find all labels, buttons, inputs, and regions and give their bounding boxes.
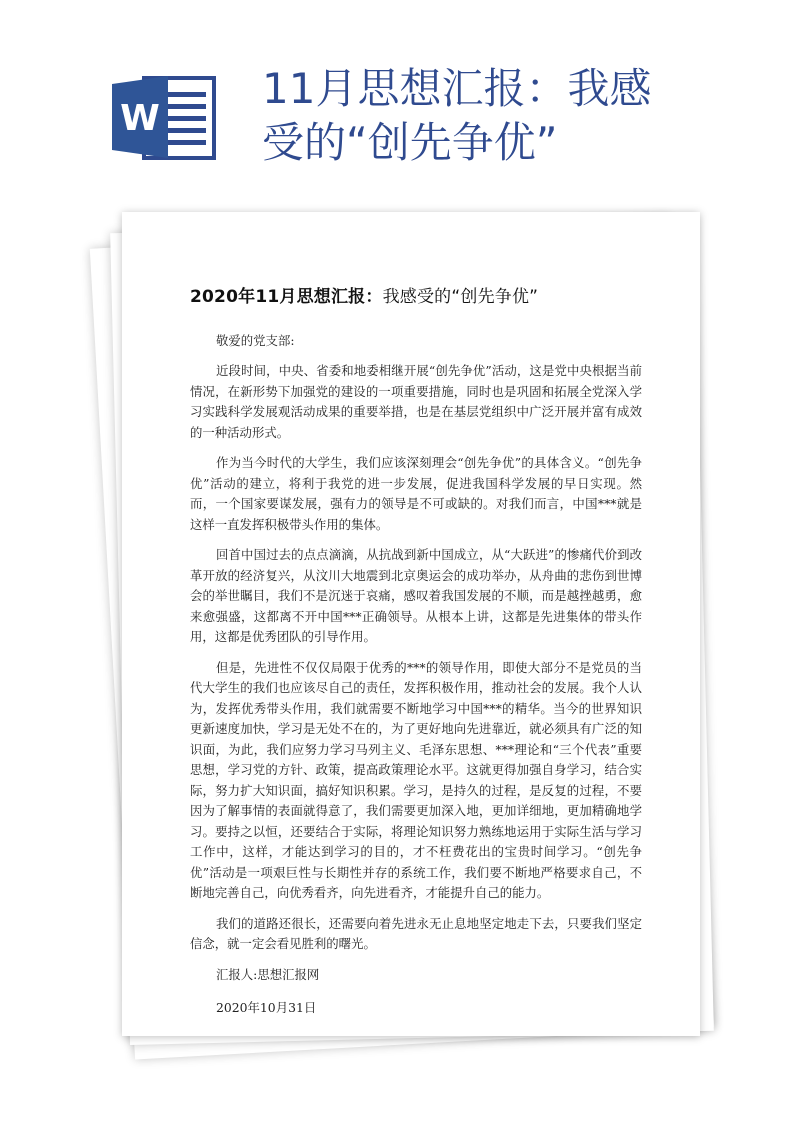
paragraph-2: 作为当今时代的大学生，我们应该深刻理会“创先争优”的具体含义。“创先争优”活动的建立，将利于我党的进一步发展，促进我国科学发展的早日实现。然而，一个国家要谋发展，强有力的领导是不可或缺的。对我们而言，中国***就是这样一直发挥积极带头作用的集体。: [190, 455, 642, 532]
svg-text:W: W: [120, 98, 160, 139]
word-icon: [110, 72, 218, 162]
promo-title-line1: 11月思想汇报：我感: [262, 64, 652, 113]
paragraph-3: 回首中国过去的点点滴滴，从抗战到新中国成立，从“大跃进”的惨痛代价到改革开放的经济复兴，从汶川大地震到北京奥运会的成功举办，从舟曲的悲伤到世博会的举世瞩目，我们不是沉迷于哀痛，感叹着我国发展的不顺，而是越挫越勇，愈来愈强盛，这都离不开中国***正确领导。从根本上讲，这都是先进集体的带头作用，这都是优秀团队的引导作用。: [190, 547, 642, 644]
promo-title-line2: 受的“创先争优”: [262, 118, 558, 167]
paragraph-5: 我们的道路还很长，还需要向着先进永无止息地坚定地走下去，只要我们坚定信念，就一定会看见胜利的曙光。: [190, 915, 642, 951]
report-date: 2020年10月31日: [216, 999, 317, 1015]
salutation: 敬爱的党支部:: [216, 333, 295, 348]
document-body: [190, 282, 642, 1031]
promo-title: [262, 62, 682, 170]
document-title: [190, 282, 642, 307]
paragraph-4: 但是，先进性不仅仅局限于优秀的***的领导作用，即使大部分不是党员的当代大学生的我们也应该尽自己的责任，发挥积极作用，推动社会的发展。我个人认为，发挥优秀带头作用，我们就需要不断地学习中国***的精华。当今的世界知识更新速度加快，学习是无处不在的，为了更好地向先进靠近，就必须具有广泛的知识面，为此，我们应努力学习马列主义、毛泽东思想、***理论和“三个代表”重要思想，学习党的方针、政策，提高政策理论水平。这就更得加强自身学习，结合实际，努力扩大知识面，搞好知识积累。学习，是持久的过程，是反复的过程，不要因为了解事情的表面就得意了，我们需要更加深入地，更加详细地，更加精确地学习。要持之以恒，还要结合于实际，将理论知识努力熟练地运用于实际生活与学习工作中，这样，才能达到学习的目的，才不枉费花出的宝贵时间学习。“创先争优”活动是一项艰巨性与长期性并存的系统工作，我们要不断地严格要求自己，不断地完善自己，向优秀看齐，向先进看齐，才能提升自己的能力。: [190, 659, 642, 900]
document-title-rest: 我感受的“创先争优”: [382, 287, 539, 307]
promo-header: [0, 0, 800, 215]
reporter-signature: 汇报人:思想汇报网: [216, 966, 320, 982]
document-title-bold: 2020年11月思想汇报：: [190, 287, 383, 307]
paragraph-1: 近段时间，中央、省委和地委相继开展“创先争优”活动，这是党中央根据当前情况，在新形势下加强党的建设的一项重要措施，同时也是巩固和拓展全党深入学习实践科学发展观活动成果的重要举措，也是在基层党组织中广泛开展并富有成效的一种活动形式。: [190, 363, 642, 440]
